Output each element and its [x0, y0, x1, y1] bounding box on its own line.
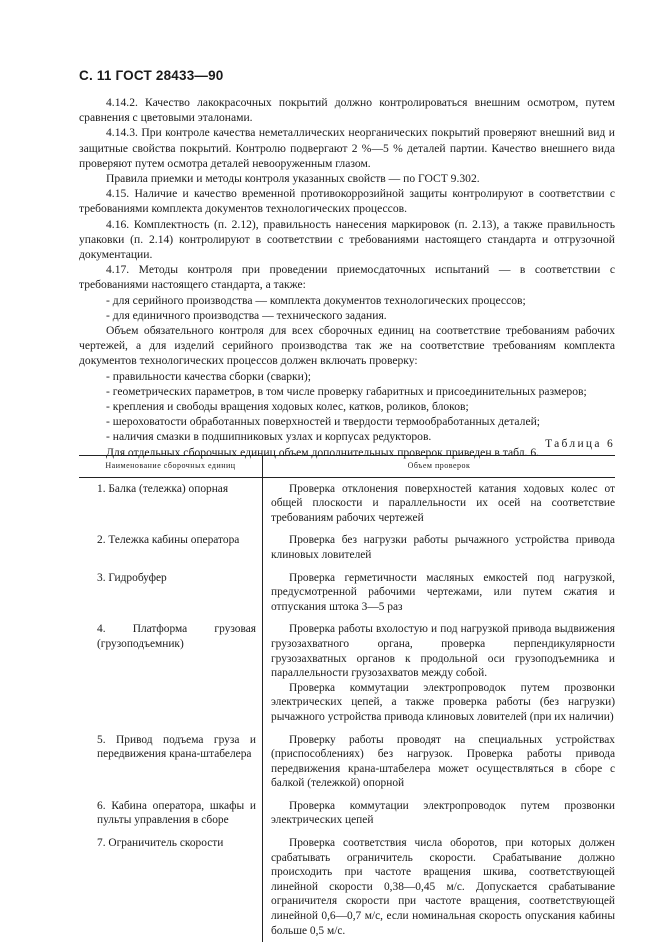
paragraph: 4.14.3. При контроле качества неметаллических неорганических покрытий проверяют внешний вид и защитные свойства покрытий. Контролю подвергают 2 %—5 % деталей партии. Качество внешнего вида проверяют путем осмотра деталей невооруженным глазом.	[79, 126, 615, 170]
row-checks: Проверка коммутации электропроводок путем прозвонки электрических цепей	[271, 799, 615, 827]
row-checks: Проверка работы вхолостую и под нагрузкой привода выдвижения грузозахватного органа, проверка перпендикулярности грузозахватных органов к продольной оси грузоподъемника и параллельности грузозахватов между собой.	[271, 623, 615, 680]
column-header-checks: Объем проверок	[263, 456, 616, 478]
list-item: - наличия смазки в подшипниковых узлах и корпусах редукторов.	[106, 430, 432, 444]
table-row	[79, 618, 615, 728]
row-checks: Проверку работы проводят на специальных устройствах (приспособлениях) без нагрузок. Проверка работы привода передвижения крана-штабелера может осуществляться в сборе с балкой (тележкой) опорной	[271, 733, 615, 790]
table-6	[79, 455, 615, 942]
list-item: - геометрических параметров, в том числе проверку габаритных и присоединительных размеров;	[106, 384, 587, 398]
paragraph: 4.16. Комплектность (п. 2.12), правильность нанесения маркировок (п. 2.13), а также правильность упаковки (п. 2.14) контролируют в соответствии с требованиями настоящего стандарта и отгрузочной документации.	[79, 217, 615, 262]
table-row	[79, 832, 615, 942]
row-name: 6. Кабина оператора, шкафы и пульты управления в сборе	[79, 795, 263, 832]
row-name: 5. Привод подъема груза и передвижения крана-штабелера	[79, 729, 263, 795]
row-checks: Проверка коммутации электропроводок путем прозвонки электрических цепей, а также проверка работы (без нагрузки) рычажного устройства привода клиновых ловителей (при их наличии)	[271, 681, 615, 723]
table-row	[79, 795, 615, 832]
row-checks: Проверка герметичности масляных емкостей под нагрузкой, предусмотренной рабочими чертежами, или путем сжатия и отпускания штока 3—5 раз	[271, 571, 615, 613]
table-row	[79, 729, 615, 795]
row-checks: Проверка соответствия числа оборотов, при которых должен срабатывать ограничитель скорости. Срабатывание должно происходить при частоте вращения шкива, соответствующей линейной скорости 0,38—0,45 м/с. Допускается срабатывание ограничителя скорости при частоте вращения, соответствующей линейной 0,6—0,7 м/с, если номинальная скорость опускания кабины больше 0,5 м/с.	[271, 837, 615, 937]
paragraph: Правила приемки и методы контроля указанных свойств — по ГОСТ 9.302.	[106, 172, 480, 186]
row-name: 7. Ограничитель скорости	[79, 832, 263, 942]
table-caption: Таблица 6	[545, 438, 615, 450]
table-row	[79, 529, 615, 566]
row-checks: Проверка отклонения поверхностей катания ходовых колес от общей плоскости и параллельности их осей на соответствие требованиям рабочих чертежей	[271, 482, 615, 524]
list-item: - шероховатости обработанных поверхностей и твердости термообработанных деталей;	[106, 415, 541, 429]
paragraph: 4.15. Наличие и качество временной противокоррозийной защиты контролируют в соответствии с требованиями комплекта документов технологических процессов.	[79, 187, 615, 216]
row-checks: Проверка без нагрузки работы рычажного устройства привода клиновых ловителей	[271, 534, 615, 561]
list-item: - крепления и свободы вращения ходовых колес, катков, роликов, блоков;	[106, 400, 469, 414]
paragraph: Объем обязательного контроля для всех сборочных единиц на соответствие требованиям рабочих чертежей, а для изделий серийного производства так же на соответствие требованиям комплекта документов технологических процессов должен включать проверку:	[79, 324, 615, 368]
paragraph: 4.14.2. Качество лакокрасочных покрытий должно контролироваться внешним осмотром, путем сравнения с цветовыми эталонами.	[79, 96, 615, 125]
table-row	[79, 477, 615, 529]
row-name: 2. Тележка кабины оператора	[79, 529, 263, 566]
body-text	[79, 95, 615, 460]
paragraph: Для отдельных сборочных единиц объем дополнительных проверок приведен в табл. 6.	[106, 445, 540, 459]
table-row	[79, 567, 615, 619]
page-header: С. 11 ГОСТ 28433—90	[79, 68, 224, 83]
list-item: - для серийного производства — комплекта документов технологических процессов;	[106, 293, 526, 307]
list-item: - правильности качества сборки (сварки);	[106, 369, 311, 383]
paragraph: 4.17. Методы контроля при проведении приемосдаточных испытаний — в соответствии с требованиями настоящего стандарта, а также:	[79, 263, 615, 292]
column-header-name: Наименование сборочных единиц	[79, 456, 263, 478]
row-name: 1. Балка (тележка) опорная	[79, 477, 263, 529]
row-name: 3. Гидробуфер	[79, 567, 263, 619]
row-name: 4. Платформа грузовая (грузоподъемник)	[79, 618, 263, 728]
list-item: - для единичного производства — технического задания.	[106, 308, 387, 322]
table-header-row	[79, 456, 615, 478]
